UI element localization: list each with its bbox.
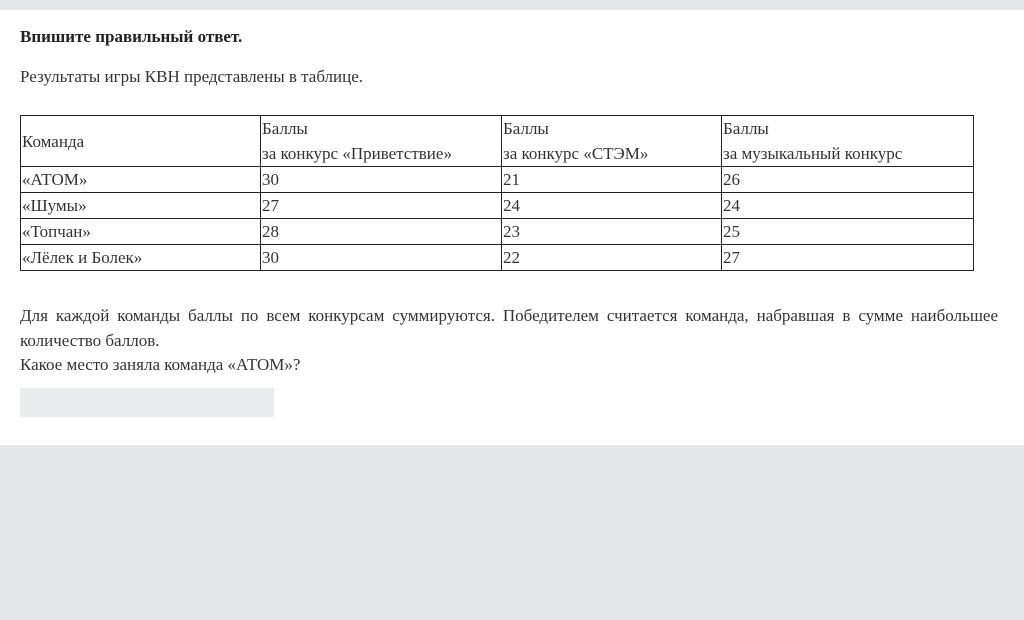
top-strip — [0, 0, 1024, 10]
table-row — [21, 193, 974, 219]
task-question: Какое место заняла команда «АТОМ»? — [20, 355, 301, 374]
table-cell-score: 28 — [261, 219, 502, 245]
table-row — [21, 245, 974, 271]
task-instruction: Впишите правильный ответ. — [20, 27, 243, 46]
table-cell-team: «Лёлек и Болек» — [21, 245, 261, 271]
header-greeting-line2: за конкурс «Приветствие» — [262, 144, 452, 163]
task-paragraph: Для каждой команды баллы по всем конкурсам суммируются. Победителем считается команда, набравшая в сумме наибольшее количество баллов. — [20, 306, 998, 350]
table-cell-score: 26 — [722, 167, 974, 193]
header-cell-team — [21, 116, 261, 167]
table-cell-score: 25 — [722, 219, 974, 245]
table-header-row — [21, 116, 974, 167]
table-cell-score: 23 — [502, 219, 722, 245]
table-cell-score: 22 — [502, 245, 722, 271]
header-stem-line1: Баллы — [503, 119, 549, 138]
answer-input[interactable] — [20, 388, 274, 417]
table-cell-score: 24 — [502, 193, 722, 219]
table-cell-team: «АТОМ» — [21, 167, 261, 193]
header-music-line1: Баллы — [723, 119, 769, 138]
table-cell-team: «Топчан» — [21, 219, 261, 245]
table-cell-score: 27 — [261, 193, 502, 219]
header-team-label: Команда — [22, 131, 85, 151]
table-cell-team: «Шумы» — [21, 193, 261, 219]
table-cell-score: 27 — [722, 245, 974, 271]
header-cell-music — [722, 116, 974, 167]
results-table — [20, 115, 974, 271]
header-cell-stem — [502, 116, 722, 167]
task-card — [0, 10, 1024, 445]
header-greeting-line1: Баллы — [262, 119, 308, 138]
header-music-line2: за музыкальный конкурс — [723, 144, 903, 163]
header-stem-line2: за конкурс «СТЭМ» — [503, 144, 649, 163]
table-row — [21, 219, 974, 245]
table-cell-score: 21 — [502, 167, 722, 193]
header-cell-greeting — [261, 116, 502, 167]
table-row — [21, 167, 974, 193]
table-cell-score: 30 — [261, 167, 502, 193]
task-intro: Результаты игры КВН представлены в таблице. — [20, 67, 364, 86]
table-cell-score: 30 — [261, 245, 502, 271]
table-cell-score: 24 — [722, 193, 974, 219]
